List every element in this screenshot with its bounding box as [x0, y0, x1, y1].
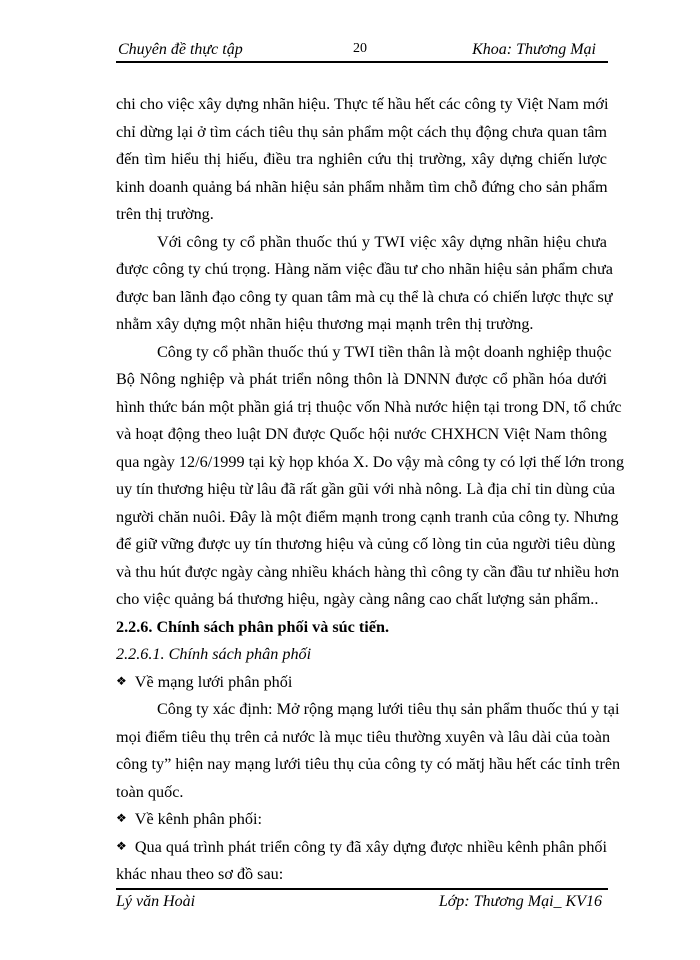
text-line: cho việc quảng bá thương hiệu, ngày càng nâng cao chất lượng sản phẩm..: [116, 590, 599, 608]
header-rule: [116, 61, 608, 63]
text-line: người chăn nuôi. Đây là một điểm mạnh trong cạnh tranh của công ty. Nhưng: [116, 507, 619, 526]
text-line: Công ty cổ phần thuốc thú y TWI tiền thân là một doanh nghiệp thuộc: [157, 342, 612, 361]
footer-rule: [116, 888, 608, 890]
text-line: được công ty chú trọng. Hàng năm việc đầu tư cho nhãn hiệu sản phẩm chưa: [116, 260, 613, 278]
paragraph: [116, 91, 607, 229]
paragraph: [116, 339, 625, 614]
bullet-item: ❖ Về kênh phân phối:: [116, 806, 607, 834]
bullet-item: ❖ Về mạng lưới phân phối: [116, 669, 607, 697]
text-line: mọi điểm tiêu thụ trên cả nước là mục tiêu thường xuyên và lâu dài của toàn: [116, 727, 611, 746]
text-line: Bộ Nông nghiệp và phát triển nông thôn là DNNN được cổ phần hóa dưới: [116, 370, 607, 388]
subsection-heading: 2.2.6.1. Chính sách phân phối: [116, 645, 312, 663]
header-department: Khoa: Thương Mại: [472, 41, 596, 58]
page-number: 20: [353, 41, 367, 56]
bullet-item: [116, 834, 607, 862]
text-line: được ban lãnh đạo công ty quan tâm mà cụ thể là chưa có chiến lược thực sự: [116, 287, 613, 306]
text-line: toàn quốc.: [116, 782, 184, 801]
text-line: chỉ dừng lại ở tìm cách tiêu thụ sản phẩm một cách thụ động chưa quan tâm: [116, 122, 607, 141]
text-line: Với công ty cổ phần thuốc thú y TWI việc xây dựng nhãn hiệu chưa: [157, 232, 607, 251]
page-header: [116, 41, 608, 61]
paragraph: [116, 229, 613, 339]
text-line: hình thức bán một phần giá trị thuộc vốn Nhà nước hiện tại trong DN, tổ chức: [116, 397, 622, 416]
document-body: [116, 91, 625, 889]
text-line: và thu hút được ngày càng nhiều khách hàng thì công ty cần đầu tư nhiều hơn: [116, 562, 620, 581]
text-line: đến tìm hiểu thị hiếu, điều tra nghiên cứu thị trường, xây dựng chiến lược: [116, 150, 607, 168]
header-title: Chuyên đề thực tập: [118, 41, 243, 58]
text-line: và hoạt động theo luật DN được Quốc hội nước CHXHCN Việt Nam thông: [116, 425, 607, 443]
text-line: để giữ vững được uy tín thương hiệu và củng cố lòng tin của người tiêu dùng: [116, 535, 616, 553]
text-line: khác nhau theo sơ đồ sau:: [116, 865, 284, 883]
text-line: nhằm xây dựng một nhãn hiệu thương mại mạnh trên thị trường.: [116, 315, 534, 333]
paragraph: [116, 696, 621, 806]
footer-author: Lý văn Hoài: [116, 893, 196, 910]
text-line: Qua quá trình phát triển công ty đã xây dựng được nhiều kênh phân phối: [134, 837, 608, 856]
footer-class: Lớp: Thương Mại_ KV16: [438, 893, 602, 910]
text-line: Công ty xác định: Mở rộng mạng lưới tiêu thụ sản phẩm thuốc thú y tại: [157, 700, 620, 718]
text-line: qua ngày 12/6/1999 tại kỳ họp khóa X. Do vậy mà công ty có lợi thế lớn trong: [116, 452, 625, 471]
section-heading: 2.2.6. Chính sách phân phối và súc tiến.: [116, 617, 390, 636]
text-line: chi cho việc xây dựng nhãn hiệu. Thực tế hầu hết các công ty Việt Nam mới: [116, 95, 609, 113]
text-line: uy tín thương hiệu từ lâu đã rất gần gũi với nhà nông. Là địa chỉ tin dùng của: [116, 480, 616, 498]
text-line: công ty” hiện nay mạng lưới tiêu thụ của công ty có mătj hầu hết các tỉnh trên: [116, 755, 621, 773]
text-line: kinh doanh quảng bá nhãn hiệu sản phẩm nhằm tìm chỗ đứng cho sản phẩm: [116, 177, 608, 196]
text-line: trên thị trường.: [116, 205, 214, 223]
